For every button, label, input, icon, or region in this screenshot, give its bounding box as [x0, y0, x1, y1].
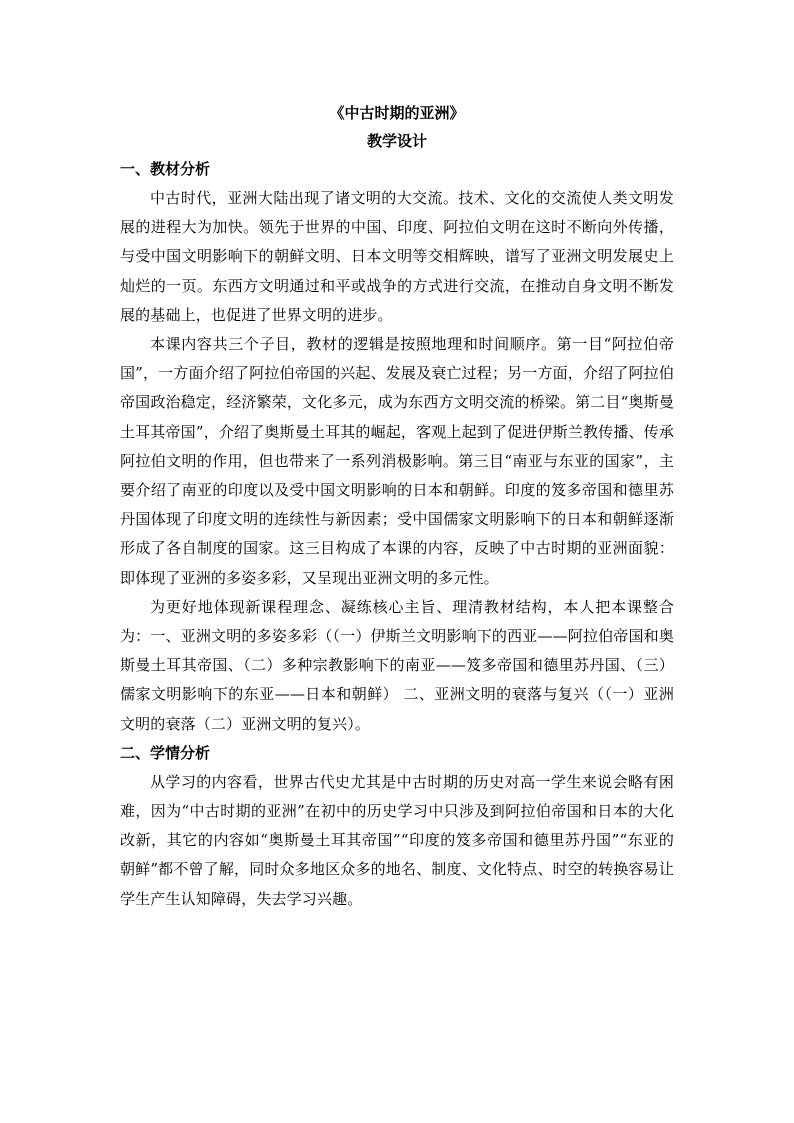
section-heading-learner-analysis: 二、学情分析: [120, 743, 211, 762]
paragraph-integration: 为更好地体现新课程理念、凝练核心主旨、理清教材结构，本人把本课整合为：一、亚洲文明的多姿多彩（（一）伊斯兰文明影响下的西亚——阿拉伯帝国和奥斯曼土耳其帝国、（二）多种宗教影响下的南亚——笈多帝国和德里苏丹国、（三）儒家文明影响下的东亚——日本和朝鲜） 二、亚洲文明的衰落与复兴（（一）亚洲文明的衰落（二）亚洲文明的复兴）。: [120, 597, 674, 733]
paragraph-intro: 中古时代，亚洲大陆出现了诸文明的大交流。技术、文化的交流使人类文明发展的进程大为加快。领先于世界的中国、印度、阿拉伯文明在这时不断向外传播，与受中国文明影响下的朝鲜文明、日本文明等交相辉映，谱写了亚洲文明发展史上灿烂的一页。东西方文明通过和平或战争的方式进行交流，在推动自身文明不断发展的基础上，也促进了世界文明的进步。: [120, 189, 674, 324]
paragraph-learner: 从学习的内容看，世界古代史尤其是中古时期的历史对高一学生来说会略有困难，因为“中古时期的亚洲”在初中的历史学习中只涉及到阿拉伯帝国和日本的大化改新，其它的内容如“奥斯曼土耳其帝国”“印度的笈多帝国和德里苏丹国”“东亚的朝鲜”都不曾了解，同时众多地区众多的地名、制度、文化特点、时空的转换容易让学生产生认知障碍，失去学习兴趣。: [120, 772, 674, 908]
paragraph-structure: 本课内容共三个子目，教材的逻辑是按照地理和时间顺序。第一目“阿拉伯帝国”，一方面介绍了阿拉伯帝国的兴起、发展及衰亡过程；另一方面，介绍了阿拉伯帝国政治稳定，经济繁荣，文化多元，成为东西方文明交流的桥梁。第二目“奥斯曼土耳其帝国”，介绍了奥斯曼土耳其的崛起，客观上起到了促进伊斯兰教传播、传承阿拉伯文明的作用，但也带来了一系列消极影响。第三目“南亚与东亚的国家”，主要介绍了南亚的印度以及受中国文明影响的日本和朝鲜。印度的笈多帝国和德里苏丹国体现了印度文明的连续性与新因素；受中国儒家文明影响下的日本和朝鲜逐渐形成了各自制度的国家。这三目构成了本课的内容，反映了中古时期的亚洲面貌：即体现了亚洲的多姿多彩，又呈现出亚洲文明的多元性。: [120, 335, 674, 587]
section-heading-textbook-analysis: 一、教材分析: [120, 160, 211, 178]
document-title: 《中古时期的亚洲》: [329, 104, 465, 122]
document-subtitle: 教学设计: [366, 132, 427, 150]
document-body: [120, 99, 674, 914]
